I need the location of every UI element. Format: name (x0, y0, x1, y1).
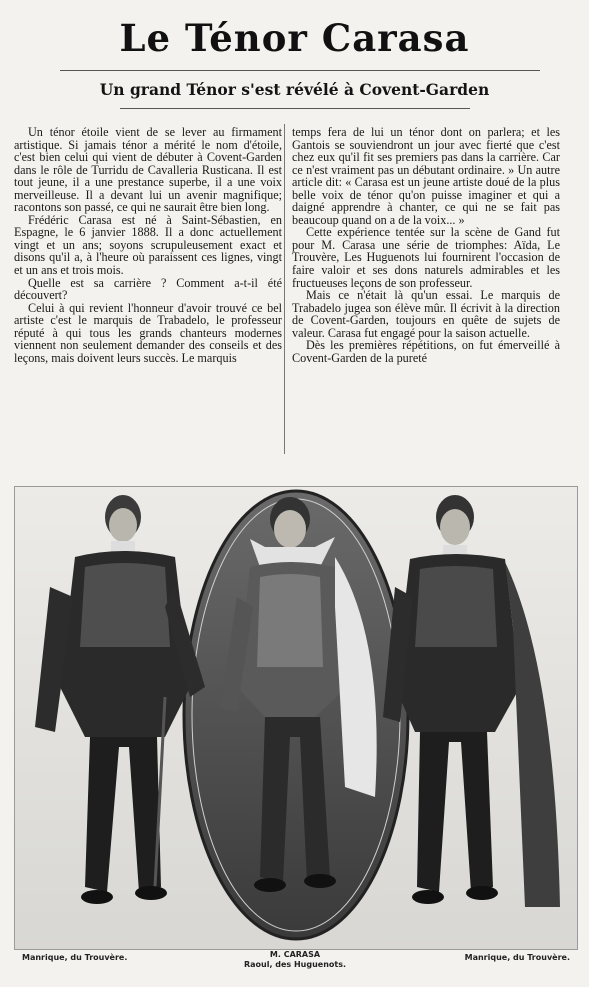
article-subtitle: Un grand Ténor s'est révélé à Covent-Garden (99, 80, 490, 99)
caption-right: Manrique, du Trouvère. (464, 953, 570, 962)
subtitle-rule (120, 108, 470, 109)
photo-plate (14, 486, 578, 950)
left-column (14, 126, 282, 364)
right-column (292, 126, 560, 364)
article-title: Le Ténor Carasa (119, 16, 470, 60)
left-paragraph-4: Celui à qui revient l'honneur d'avoir trouvé ce bel artiste c'est le marquis de Trabadelo, le professeur réputé à qui tous les grands chanteurs modernes viennent non seulement demander des conseils et des leçons, mais doivent leurs succès. Le marquis (14, 300, 282, 365)
right-paragraph-1: temps fera de lui un ténor dont on parlera; et les Gantois se souviendront un jour avec fierté que c'est chez eux qu'il fit ses premiers pas dans la carrière. Car ce n'est vraiment pas un débutant ordinaire. » Un autre article dit: « Carasa est un jeune artiste doué de la plus belle voix de ténor qu'on puisse imaginer et qui a daigné apprendre à chanter, ce qui ne se fait pas beaucoup quand on a de la voix... » (292, 125, 560, 227)
caption-center-name: M. CARASA (269, 950, 321, 959)
left-paragraph-3: Quelle est sa carrière ? Comment a-t-il été découvert? (14, 275, 282, 303)
caption-center (215, 950, 375, 970)
caption-center-role: Raoul, des Huguenots. (243, 960, 347, 969)
column-divider (284, 124, 285, 454)
right-paragraph-4: Dès les premières répétitions, on fut émerveillé à Covent-Garden de la pureté (292, 338, 560, 365)
right-paragraph-2: Cette expérience tentée sur la scène de Gand fut pour M. Carasa une série de triomphes: Aïda, Le Trouvère, Les Huguenots lui fournirent l'occasion de faire valoir et ses dons naturels admirables et les fructueuses leçons de son professeur. (292, 225, 560, 290)
left-paragraph-1: Un ténor étoile vient de se lever au firmament artistique. Si jamais ténor a mérité le nom d'étoile, c'est bien celui qui vient de débuter à Covent-Garden dans le rôle de Turridu de Cavalleria Rusticana. Il est tout jeune, il a une prestance superbe, il a une voix merveilleuse. Il a devant lui un avenir magnifique; racontons son passé, ce qui ne saurait être bien long. (14, 125, 282, 215)
title-rule (60, 70, 540, 71)
right-paragraph-3: Mais ce n'était là qu'un essai. Le marquis de Trabadelo jugea son élève mûr. Il écrivit à la direction de Covent-Garden, toujours en quête de sujets de valeur. Carasa fut engagé pour la saison actuelle. (292, 288, 560, 340)
left-paragraph-2: Frédéric Carasa est né à Saint-Sébastien, en Espagne, le 6 janvier 1888. Il a donc actuellement vingt et un ans; soyons scrupuleusement exact et disons qu'il a, à l'heure où paraissent ces lignes, vingt et un ans et trois mois. (14, 212, 282, 278)
portrait-illustration (15, 487, 577, 949)
caption-left: Manrique, du Trouvère. (22, 953, 128, 962)
